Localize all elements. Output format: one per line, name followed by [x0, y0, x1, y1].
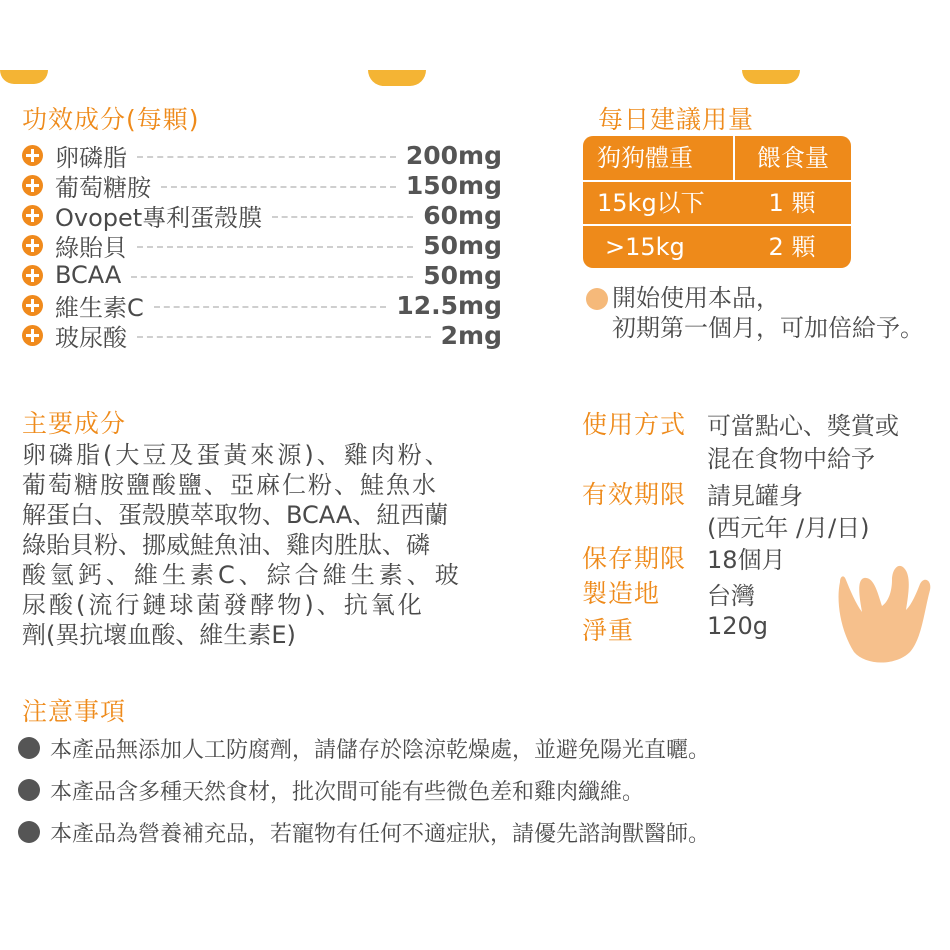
- ingredients-line: 劑(異抗壞血酸、維生素E): [22, 621, 296, 649]
- plus-icon: [22, 325, 43, 346]
- ingredients-line: 解蛋白、蛋殼膜萃取物、BCAA、紐西蘭: [22, 501, 449, 529]
- leader-dots: [272, 216, 413, 218]
- dosage-table-header: [583, 136, 851, 180]
- row-weight: >15kg: [605, 233, 685, 261]
- expiry-line1: 請見罐身: [707, 482, 803, 510]
- usage-line2: 混在食物中給予: [707, 445, 875, 473]
- efficacy-title: 功效成分(每顆): [22, 105, 200, 134]
- dosage-title: 每日建議用量: [598, 105, 755, 134]
- shelf-life-value: 18個月: [707, 546, 786, 574]
- ingredients-line: 卵磷脂(大豆及蛋黃來源)、雞肉粉、: [22, 441, 452, 469]
- bullet-icon: [18, 821, 40, 843]
- efficacy-name: BCAA: [55, 261, 122, 289]
- efficacy-row: [22, 260, 502, 290]
- paw-doodle-icon: [826, 560, 938, 670]
- shelf-life-label: 保存期限: [582, 544, 687, 573]
- ingredients-line: 綠貽貝粉、挪威鮭魚油、雞肉胜肽、磷: [22, 531, 430, 559]
- efficacy-name: 綠貽貝: [55, 233, 127, 262]
- caution-item: 本產品無添加人工防腐劑，請儲存於陰涼乾燥處，並避免陽光直曬。: [50, 738, 711, 763]
- ingredients-line: 尿酸(流行鏈球菌發酵物)、抗氧化: [22, 591, 425, 619]
- efficacy-amount: 60mg: [423, 200, 502, 230]
- leader-dots: [161, 186, 396, 188]
- efficacy-row: [22, 170, 502, 200]
- caution-item: 本產品為營養補充品，若寵物有任何不適症狀，請優先諮詢獸醫師。: [50, 822, 711, 847]
- usage-line1: 可當點心、獎賞或: [707, 412, 899, 440]
- efficacy-name: 玻尿酸: [55, 323, 127, 352]
- efficacy-row: [22, 230, 502, 260]
- ingredients-text: [22, 440, 522, 650]
- leader-dots: [131, 276, 413, 278]
- dosage-table-row: [583, 226, 851, 268]
- efficacy-row: [22, 290, 502, 320]
- header-amount: 餵食量: [735, 136, 851, 180]
- efficacy-row: [22, 200, 502, 230]
- decor-blob-left: [0, 70, 48, 84]
- efficacy-name: 卵磷脂: [55, 143, 127, 172]
- origin-value: 台灣: [707, 582, 755, 610]
- net-weight-value: 120g: [707, 612, 769, 640]
- expiry-label: 有效期限: [582, 480, 687, 509]
- dosage-note-line1: 開始使用本品，: [612, 284, 780, 312]
- ingredients-line: 酸氫鈣、維生素C、綜合維生素、玻: [22, 561, 463, 589]
- efficacy-row: [22, 140, 502, 170]
- plus-icon: [22, 295, 43, 316]
- efficacy-amount: 50mg: [423, 260, 502, 290]
- plus-icon: [22, 175, 43, 196]
- leader-dots: [137, 156, 396, 158]
- efficacy-amount: 50mg: [423, 230, 502, 260]
- dosage-note-line2: 初期第一個月，可加倍給予。: [612, 314, 924, 342]
- origin-label: 製造地: [582, 579, 661, 608]
- efficacy-name: Ovopet專利蛋殼膜: [55, 203, 263, 232]
- expiry-line2: (西元年 /月/日): [707, 514, 870, 542]
- dosage-table: [583, 136, 851, 268]
- efficacy-amount: 150mg: [405, 170, 502, 200]
- efficacy-name: 葡萄糖胺: [55, 173, 151, 202]
- plus-icon: [22, 235, 43, 256]
- row-amount: 2 顆: [768, 233, 816, 261]
- decor-blob-center: [368, 70, 426, 86]
- net-weight-label: 淨重: [582, 616, 635, 645]
- caution-item: 本產品含多種天然食材，批次間可能有些微色差和雞肉纖維。: [50, 780, 645, 805]
- plus-icon: [22, 205, 43, 226]
- decor-blob-right: [742, 70, 800, 84]
- efficacy-amount: 200mg: [405, 140, 502, 170]
- efficacy-row: [22, 320, 502, 350]
- plus-icon: [22, 145, 43, 166]
- leader-dots: [137, 336, 431, 338]
- ingredients-title: 主要成分: [22, 409, 127, 438]
- plus-icon: [22, 265, 43, 286]
- leader-dots: [154, 306, 387, 308]
- row-weight: 15kg以下: [597, 189, 705, 217]
- ingredients-line: 葡萄糖胺鹽酸鹽、亞麻仁粉、鮭魚水: [22, 471, 438, 499]
- cautions-title: 注意事項: [22, 697, 127, 726]
- row-amount: 1 顆: [768, 189, 816, 217]
- dosage-table-row: [583, 182, 851, 224]
- note-dot-icon: [586, 288, 608, 310]
- efficacy-amount: 2mg: [440, 320, 502, 350]
- efficacy-amount: 12.5mg: [396, 290, 502, 320]
- bullet-icon: [18, 737, 40, 759]
- leader-dots: [137, 246, 413, 248]
- bullet-icon: [18, 779, 40, 801]
- usage-label: 使用方式: [582, 410, 687, 439]
- efficacy-name: 維生素C: [55, 293, 144, 322]
- header-weight: 狗狗體重: [583, 136, 733, 180]
